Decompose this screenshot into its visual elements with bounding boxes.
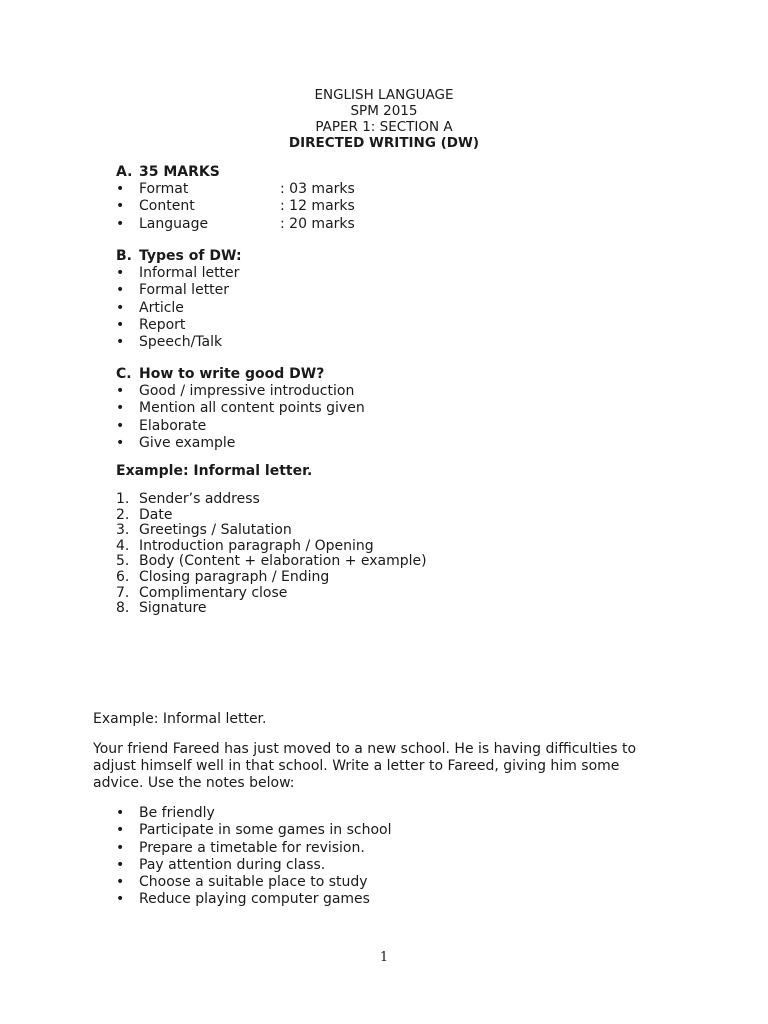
tip-label: Elaborate <box>139 417 207 434</box>
list-item <box>116 569 536 585</box>
section-a <box>116 164 516 233</box>
list-item <box>116 553 536 569</box>
list-item <box>116 585 536 601</box>
section-a-title: 35 MARKS <box>139 164 220 180</box>
note-item <box>116 874 536 891</box>
bullet-icon: • <box>116 198 125 215</box>
tip-item <box>116 383 516 400</box>
dw-type-label: Formal letter <box>139 282 230 299</box>
section-a-heading <box>116 164 516 181</box>
dw-type-label: Report <box>139 316 186 333</box>
list-item <box>116 522 536 538</box>
note-item <box>116 805 536 822</box>
section-a-letter: A. <box>116 164 133 180</box>
marks-item-label: Content <box>139 198 195 215</box>
tip-label: Good / impressive introduction <box>139 383 355 399</box>
bullet-icon: • <box>116 874 125 891</box>
marks-item-value: : 03 marks <box>280 181 355 197</box>
dw-type-label: Informal letter <box>139 265 240 281</box>
marks-item-value: : 12 marks <box>280 198 355 215</box>
bullet-icon: • <box>116 383 125 399</box>
step-number: 1. <box>116 491 130 507</box>
bullet-icon: • <box>116 334 125 351</box>
step-number: 6. <box>116 568 130 585</box>
example-heading: Example: Informal letter. <box>116 463 313 479</box>
page-number: 1 <box>379 950 389 965</box>
note-item <box>116 822 536 839</box>
note-text: Be friendly <box>139 805 215 821</box>
tip-item <box>116 418 516 435</box>
dw-type-label: Article <box>139 299 184 316</box>
bullet-icon: • <box>116 417 125 434</box>
dw-type-item <box>116 265 516 282</box>
tip-label: Give example <box>139 434 236 451</box>
note-text: Participate in some games in school <box>139 822 392 839</box>
step-number: 7. <box>116 584 130 601</box>
step-number: 2. <box>116 506 130 523</box>
list-item <box>116 600 536 616</box>
bullet-icon: • <box>116 215 125 232</box>
tip-label: Mention all content points given <box>139 400 365 417</box>
step-number: 3. <box>116 522 130 539</box>
note-item <box>116 857 536 874</box>
step-text: Signature <box>139 600 207 617</box>
section-b <box>116 248 516 351</box>
task-line: advice. Use the notes below: <box>93 775 295 791</box>
note-text: Choose a suitable place to study <box>139 874 368 891</box>
section-b-heading <box>116 248 516 265</box>
tip-item <box>116 435 516 452</box>
marks-item-label: Format <box>139 181 189 197</box>
bullet-icon: • <box>116 265 125 281</box>
step-text: Complimentary close <box>139 584 288 601</box>
list-item <box>116 491 536 507</box>
dw-type-item <box>116 282 516 299</box>
header-line-exam: SPM 2015 <box>350 103 418 119</box>
marks-item <box>116 198 516 215</box>
bullet-icon: • <box>116 282 125 299</box>
bullet-icon: • <box>116 891 125 908</box>
step-number: 8. <box>116 600 130 617</box>
bullet-icon: • <box>116 805 125 821</box>
section-c-title: How to write good DW? <box>139 366 325 382</box>
marks-item-value: : 20 marks <box>280 215 355 232</box>
bullet-icon: • <box>116 434 125 451</box>
marks-item <box>116 181 516 198</box>
section-b-letter: B. <box>116 248 132 264</box>
note-text: Pay attention during class. <box>139 856 326 873</box>
note-text: Reduce playing computer games <box>139 891 370 908</box>
note-text: Prepare a timetable for revision. <box>139 839 365 856</box>
task-paragraph <box>93 741 653 792</box>
task-line: Your friend Fareed has just moved to a new school. He is having difficulties to <box>93 741 637 757</box>
document-header <box>0 87 768 151</box>
marks-item-label: Language <box>139 215 209 232</box>
step-text: Body (Content + elaboration + example) <box>139 553 427 570</box>
note-item <box>116 891 536 908</box>
section-c <box>116 366 516 452</box>
bullet-icon: • <box>116 299 125 316</box>
note-item <box>116 840 536 857</box>
section-b-title: Types of DW: <box>139 248 242 264</box>
letter-steps-list <box>116 491 536 616</box>
task-line: adjust himself well in that school. Write a letter to Fareed, giving him some <box>93 758 620 774</box>
step-text: Sender’s address <box>139 491 260 507</box>
dw-type-item <box>116 334 516 351</box>
header-line-title: DIRECTED WRITING (DW) <box>288 135 480 151</box>
bullet-icon: • <box>116 400 125 417</box>
step-number: 5. <box>116 553 130 570</box>
step-number: 4. <box>116 537 130 554</box>
header-line-paper: PAPER 1: SECTION A <box>315 119 453 135</box>
step-text: Greetings / Salutation <box>139 522 292 539</box>
notes-list <box>116 805 536 909</box>
step-text: Introduction paragraph / Opening <box>139 537 374 554</box>
tip-item <box>116 400 516 417</box>
list-item <box>116 538 536 554</box>
bullet-icon: • <box>116 181 125 197</box>
list-item <box>116 507 536 523</box>
header-line-subject: ENGLISH LANGUAGE <box>314 87 454 103</box>
section-c-heading <box>116 366 516 383</box>
section-c-letter: C. <box>116 366 132 382</box>
dw-type-item <box>116 317 516 334</box>
dw-type-label: Speech/Talk <box>139 334 223 351</box>
step-text: Date <box>139 506 173 523</box>
bullet-icon: • <box>116 822 125 839</box>
task-intro: Example: Informal letter. <box>93 711 267 727</box>
step-text: Closing paragraph / Ending <box>139 568 330 585</box>
dw-type-item <box>116 300 516 317</box>
bullet-icon: • <box>116 839 125 856</box>
bullet-icon: • <box>116 856 125 873</box>
bullet-icon: • <box>116 316 125 333</box>
marks-item <box>116 216 516 233</box>
